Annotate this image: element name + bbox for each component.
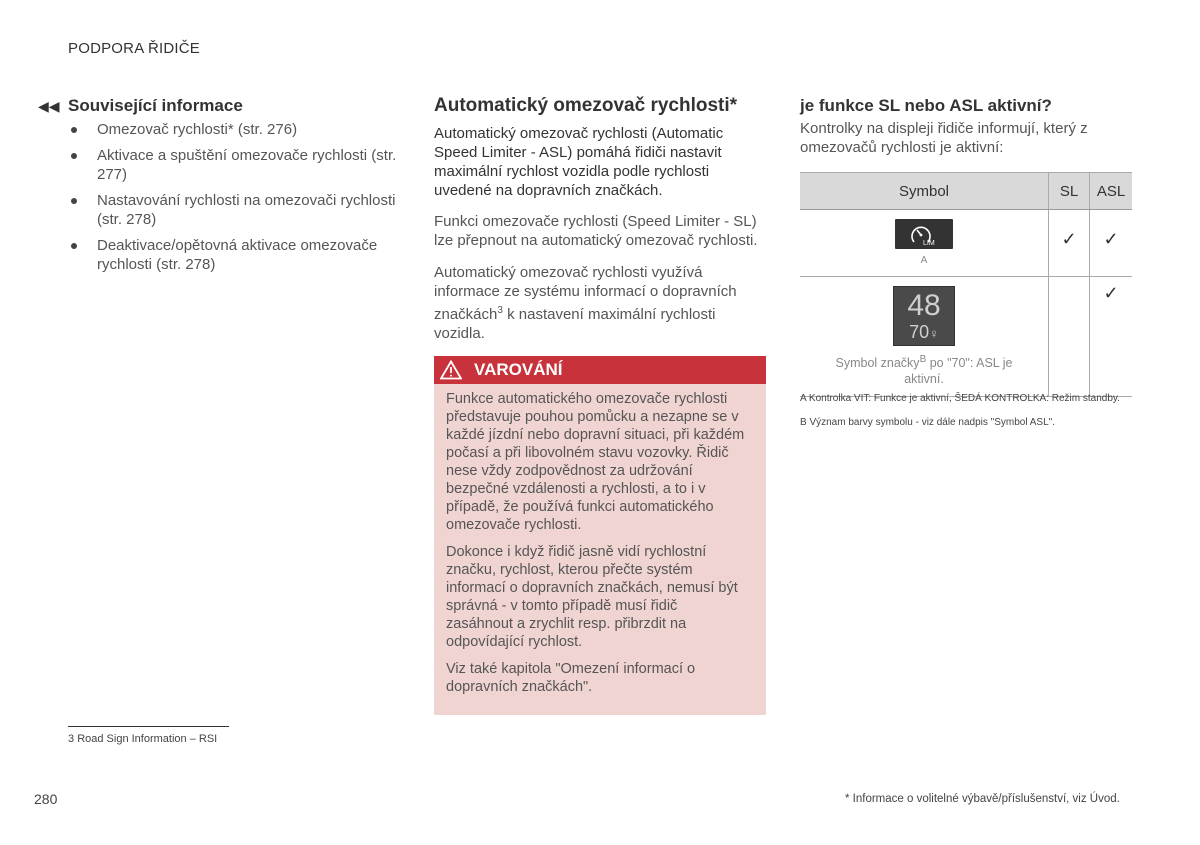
- related-link-speed-limiter[interactable]: Omezovač rychlosti* (str. 276): [38, 120, 398, 139]
- article-paragraph-3: Automatický omezovač rychlosti využívá informace ze systému informací o dopravních značkách$^3$ k nastavení maximální rychlosti vozidla.: [434, 264, 737, 342]
- column-header-symbol: Symbol: [800, 173, 1049, 210]
- related-info-header: [38, 96, 398, 116]
- symbol-caption-b: Symbol značky$^B$ po "70": ASL je aktivní.: [835, 354, 1013, 387]
- symbol-caption-a: A: [920, 255, 928, 266]
- symbol-cell: [800, 277, 1049, 397]
- table-row: [800, 277, 1132, 397]
- page-number: 280: [34, 791, 58, 807]
- pin-icon: ♀: [929, 326, 939, 341]
- section-title: je funkce SL nebo ASL aktivní?: [800, 96, 1052, 115]
- checkmark-icon: ✓: [1103, 229, 1119, 249]
- related-link-setting-speed[interactable]: Nastavování rychlosti na omezovači rychlosti (str. 278): [38, 191, 398, 229]
- article-paragraph-2: Funkci omezovače rychlosti (Speed Limiter - SL) lze přepnout na automatický omezovač rychlosti.: [434, 213, 758, 249]
- footnote-ref-3[interactable]: 3: [497, 305, 503, 316]
- table-footnote-b: B Význam barvy symbolu - viz dále nadpis "Symbol ASL".: [800, 417, 1055, 428]
- warning-triangle-icon: [440, 360, 462, 380]
- article-intro: Automatický omezovač rychlosti (Automatic Speed Limiter - ASL) pomáhá řidiči nastavit maximální rychlost vozidla podle rychlosti uvedené na dopravních značkách.: [434, 125, 724, 199]
- footnote-ref-b: B: [919, 354, 927, 365]
- checkmark-icon: ✓: [1103, 283, 1119, 303]
- symbol-cell: [800, 210, 1049, 277]
- related-info: [38, 96, 398, 281]
- gauge-icon: [902, 221, 946, 247]
- warning-title: VAROVÁNÍ: [474, 360, 563, 379]
- column-header-sl: SL: [1049, 173, 1090, 210]
- table-footnote-a: A Kontrolka VIT: Funkce je aktivní, ŠEDÁ KONTROLKA: Režim standby.: [800, 393, 1120, 404]
- warning-paragraph-1: Funkce automatického omezovače rychlosti představuje pouhou pomůcku a nezapne se v každé jízdní nebo dopravní situaci, při každém počasí a při libovolném stavu vozovky. Řidič nese vždy zodpovědnost za udržování bezpečné vzdálenosti a rychlosti, a to i v případě, že používá funkci automatického omezovače rychlosti.: [446, 391, 745, 533]
- footnote-3: 3 Road Sign Information – RSI: [68, 733, 218, 745]
- symbol-table: [800, 172, 1132, 397]
- speed-limit-indicator: 70♀: [909, 322, 939, 342]
- asl-speed-display-icon: [893, 286, 955, 346]
- related-link-deactivation[interactable]: Deaktivace/opětovná aktivace omezovače rychlosti (str. 278): [38, 236, 398, 274]
- warning-box: [434, 356, 766, 715]
- related-info-title: Související informace: [68, 96, 243, 115]
- speed-limiter-lim-icon: [895, 219, 953, 249]
- section-intro: Kontrolky na displeji řidiče informují, který z omezovačů rychlosti je aktivní:: [800, 120, 1088, 156]
- sl-check-cell: [1049, 210, 1090, 277]
- warning-header: [434, 356, 766, 384]
- asl-check-cell: [1090, 210, 1133, 277]
- double-chevron-left-icon: ◀◀: [38, 97, 60, 114]
- optional-equipment-note: * Informace o volitelné výbavě/příslušenství, viz Úvod.: [845, 793, 1120, 805]
- related-links-list: [38, 120, 398, 274]
- warning-body: [434, 384, 766, 715]
- bullet-icon: [71, 198, 77, 204]
- table-row: [800, 210, 1132, 277]
- warning-paragraph-2: Dokonce i když řidič jasně vidí rychlostní značku, rychlost, kterou přečte systém informací o dopravních značkách, nemusí být správná - v tomto případě musí řidič zasáhnout a zrychlit resp. přibrzdit na odpovídající rychlost.: [446, 544, 738, 650]
- current-speed: 48: [907, 289, 941, 322]
- table-header-row: [800, 173, 1132, 210]
- asl-check-cell: [1090, 277, 1133, 397]
- section-header: PODPORA ŘIDIČE: [68, 40, 200, 57]
- bullet-icon: [71, 153, 77, 159]
- sl-asl-section: [800, 96, 1132, 157]
- bullet-icon: [71, 127, 77, 133]
- lim-label: LIM: [923, 240, 935, 247]
- warning-paragraph-3: Viz také kapitola "Omezení informací o dopravních značkách".: [446, 661, 696, 695]
- sl-check-cell: [1049, 277, 1090, 397]
- bullet-icon: [71, 243, 77, 249]
- main-article: [434, 94, 766, 715]
- related-link-activation[interactable]: Aktivace a spuštění omezovače rychlosti (str. 277): [38, 146, 398, 184]
- footnote-divider: [68, 726, 229, 727]
- checkmark-icon: ✓: [1061, 229, 1077, 249]
- article-title: Automatický omezovač rychlosti*: [434, 95, 738, 116]
- column-header-asl: ASL: [1090, 173, 1133, 210]
